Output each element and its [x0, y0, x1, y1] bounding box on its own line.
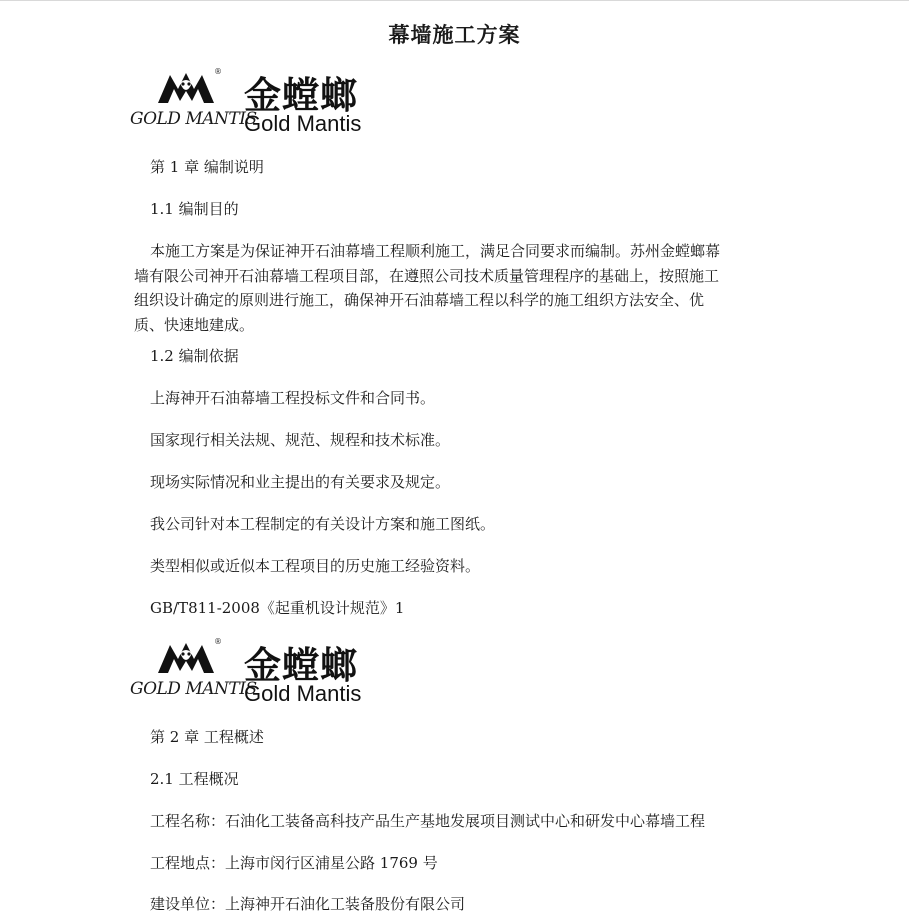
logo-english-name: Gold Mantis [244, 111, 362, 136]
logo-script-text: GOLD MANTIS [130, 109, 257, 129]
paragraph-line: 组织设计确定的原则进行施工，确保神开石油幕墙工程以科学的施工组织方法安全、优 [134, 291, 705, 309]
basis-item: GB/T811-2008《起重机设计规范》1 [150, 599, 405, 617]
purpose-paragraph [134, 239, 780, 337]
registered-mark: ® [214, 67, 222, 76]
section-1-2-heading: 1.2 编制依据 [150, 347, 239, 365]
basis-item: 上海神开石油幕墙工程投标文件和合同书。 [150, 389, 436, 407]
logo-script-text: GOLD MANTIS [130, 679, 257, 699]
chapter-1-heading: 第 1 章 编制说明 [150, 158, 264, 176]
company-logo [130, 67, 360, 139]
developer: 建设单位：上海神开石油化工装备股份有限公司 [150, 895, 466, 913]
project-name: 工程名称：石油化工装备高科技产品生产基地发展项目测试中心和研发中心幕墙工程 [150, 812, 706, 830]
paragraph-line: 本施工方案是为保证神开石油幕墙工程顺利施工，满足合同要求而编制。苏州金螳螂幕 [150, 242, 721, 260]
paragraph-line: 质、快速地建成。 [134, 315, 255, 334]
registered-mark: ® [214, 637, 222, 646]
document-title: 幕墙施工方案 [388, 22, 521, 47]
logo-chinese-name: 金螳螂 [244, 74, 358, 117]
basis-item: 国家现行相关法规、规范、规程和技术标准。 [150, 431, 451, 449]
logo-english-name: Gold Mantis [244, 681, 362, 706]
section-2-1-heading: 2.1 工程概况 [150, 770, 239, 788]
project-location: 工程地点：上海市闵行区浦星公路 1769 号 [150, 854, 438, 872]
chapter-2-heading: 第 2 章 工程概述 [150, 728, 264, 746]
paragraph-line: 墙有限公司神开石油幕墙工程项目部，在遵照公司技术质量管理程序的基础上，按照施工 [134, 266, 720, 285]
basis-item: 我公司针对本工程制定的有关设计方案和施工图纸。 [150, 515, 496, 533]
section-1-1-heading: 1.1 编制目的 [150, 200, 239, 218]
mantis-logo-icon [156, 639, 216, 675]
logo-chinese-name: 金螳螂 [244, 644, 358, 687]
company-logo [130, 637, 360, 709]
mantis-logo-icon [156, 69, 216, 105]
basis-item: 类型相似或近似本工程项目的历史施工经验资料。 [150, 557, 481, 575]
basis-item: 现场实际情况和业主提出的有关要求及规定。 [150, 473, 451, 491]
